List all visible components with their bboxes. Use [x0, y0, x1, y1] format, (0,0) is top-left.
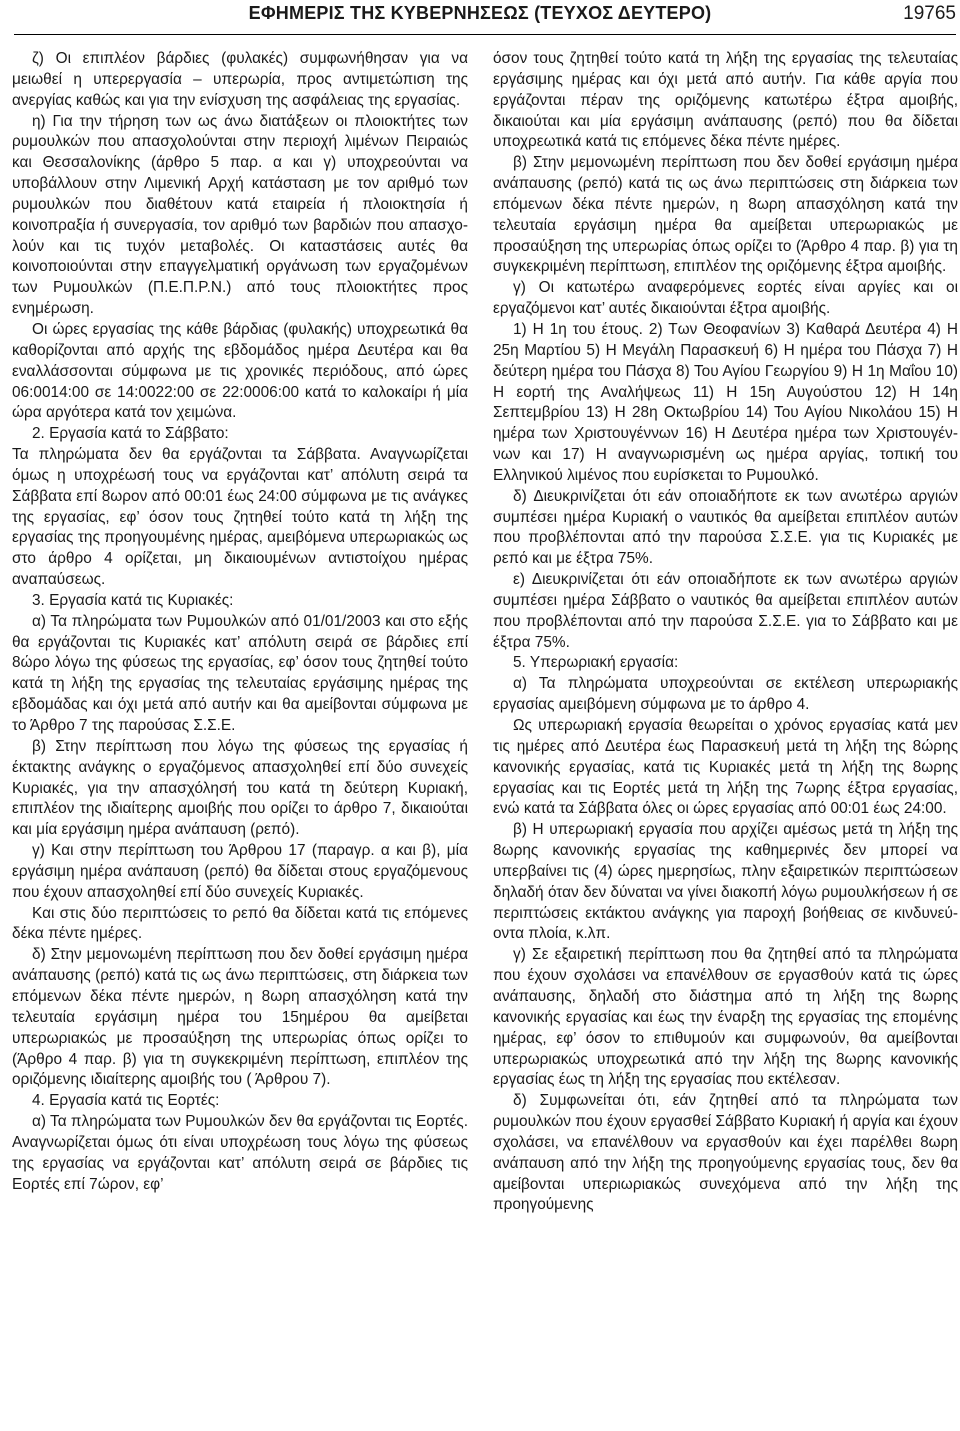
paragraph: β) Στην περίπτωση που λόγω της φύσεως της εργασίας ή έκτακτης ανάγκης ο εργαζόμενος απασχοληθεί επί δύο συνεχείς Κυριακές, για την απασχόλησή του κατά τη δεύτερη Κυριακή, επιπλέον της ιδιαίτερης αμοιβής που ορίζει το άρθρο 7, δικαιούται και μία εργάσιμη ημέρα ανάπαυση (ρεπό).	[12, 737, 468, 839]
paragraph: α) Τα πληρώματα υποχρεούνται σε εκτέλεση υπερωριακής εργασίας αμειβόμενη σύμφωνα με το άρθρο 4.	[493, 675, 958, 714]
section-heading: 3. Εργασία κατά τις Κυριακές:	[32, 591, 234, 609]
right-column	[493, 49, 958, 1216]
header-rule	[14, 34, 956, 35]
section-heading: 5. Υπερωριακή εργασία:	[513, 654, 679, 672]
paragraph: η) Για την τήρηση των ως άνω διατάξεων οι πλοιοκτήτες των ρυμουλκών που απασχολούνται στην περιοχή λιμένων Πειραιώς και Θεσσαλονίκης (άρθρο 5 παρ. α και γ) υποχρεούνται να υποβάλλουν στην Λιμενική Αρχή κατάσταση με τον αριθμό των ρυμουλκών που διαθέτουν κατά εταιρεία ή πλοιοκτησία ή κοινοπραξία ή συνεργασία, τον αριθμό των βαρδιών που απασχολούν και τις τυχόν μεταβολές. Οι καταστάσεις αυτές θα κοινοποιούνται στην επαγγελματική οργάνωση των εργαζομένων των Ρυμουλκών (Π.Ε.Π.Ρ.Ν.) από τους πλοιοκτήτες προς ενημέρωση.	[12, 112, 468, 318]
paragraph: β) Η υπερωριακή εργασία που αρχίζει αμέσως μετά τη λήξη της 8ωρης κανονικής εργασίας της καθημερινές δεν μπορεί να υπερβαίνει τις (4) ώρες ημερησίως, πλην εξαιρετικών περιπτώσεων δηλαδή όταν δεν δύναται να γίνει διακοπή λόγω ρυμουλκήσεων ή σε περιπτώσεις εκτάκτου ανάγκης για παροχή βοήθειας σε κινδυνεύοντα πλοία, κ.λπ.	[493, 821, 958, 943]
paragraph: γ) Σε εξαιρετική περίπτωση που θα ζητηθεί από τα πληρώματα που έχουν σχολάσει να επανέλθουν σε εργασθούν κατά τις ώρες ανάπαυσης, δηλαδή στο διάστημα από τη λήξη της 8ωρης κανονικής εργασίας και έως την έναρξη της εργασίας της επομένης ημέρας, εφ’ όσον το επιθυμούν και συμφωνούν, θα αμείβονται υπερωριακώς υποχρεωτικά από την λήξη της 8ωρης κανονικής εργασίας έως τη λήξη της εργασίας που εκτέλεσαν.	[493, 946, 958, 1089]
paragraph: δ) Διευκρινίζεται ότι εάν οποιαδήποτε εκ των ανωτέρω αργιών συμπέσει ημέρα Κυριακή ο ναυτικός θα αμείβεται επιπλέον αυτών που προβλέπονται από την παρούσα Σ.Σ.Ε. για τις Κυριακές με ρεπό και με έξτρα 75%.	[493, 487, 958, 568]
paragraph: β) Στην μεμονωμένη περίπτωση που δεν δοθεί εργάσιμη ημέρα ανάπαυσης (ρεπό) κατά τις ως άνω περιπτώσεις στη διάρκεια των επόμενων δέκα πέντε ημερών, η 8ωρη απασχόληση κατά την τελευταία εργάσιμη ημέρα θα αμείβεται υπερωριακώς με προσαύξηση της υπερωρίας όπως ορίζει το (Άρθρο 4 παρ. β) για τη συγκεκριμένη περίπτωση, επιπλέον της οριζόμενης έξτρα αμοιβής.	[493, 154, 958, 276]
paragraph: ζ) Οι επιπλέον βάρδιες (φυλακές) συμφωνήθησαν για να μειωθεί η υπερεργασία – υπερωρία, προς αντιμετώπιση της ανεργίας καθώς και για την ενίσχυση της ασφάλειας της εργασίας.	[12, 50, 468, 109]
left-column	[12, 49, 468, 1195]
paragraph: 1) Η 1η του έτους. 2) Των Θεοφανίων 3) Καθαρά Δευτέρα 4) Η 25η Μαρτίου 5) Η Μεγάλη Παρασκευή 6) Η ημέρα του Πάσχα 7) Η δεύτερη ημέρα του Πάσχα 8) Του Αγίου Γεωργίου 9) Η 1η Μαΐου 10) Η εορτή της Αναλήψεως 11) Η 15η Αυγούστου 12) Η 14η Σεπτεμβρίου 13) Η 28η Οκτωβρίου 14) Του Αγίου Νικολάου 15) Η ημέρα των Χριστουγέννων 16) Η Δευτέρα ημέρα των Χριστουγέννων και 17) Η αναγνωρισμένη ως ημέρα αργίας, τοπική του Ελληνικού λιμένος που ευρίσκεται το Ρυμουλκό.	[493, 320, 958, 484]
paragraph: δ) Στην μεμονωμένη περίπτωση που δεν δοθεί εργάσιμη ημέρα ανάπαυσης (ρεπό) κατά τις ως άνω περιπτώσεις, στη διάρκεια των επόμενων δέκα πέντε ημερών, η 8ωρη απασχόληση κατά την τελευταία εργάσιμη ημέρα του 15ημέρου θα αμείβεται υπερωριακώς με προσαύξηση της υπερωρίας όπως ορίζει το (Άρθρο 4 παρ. β) για τη συγκεκριμένη περίπτωση, επιπλέον της οριζόμενης ιδιαίτερης αμοιβής του ( Άρθρου 7).	[12, 946, 468, 1089]
paragraph: δ) Συμφωνείται ότι, εάν ζητηθεί από τα πληρώματα των ρυμουλκών που έχουν εργασθεί Σάββατο Κυριακή ή αργία και έχουν σχολάσει, να επανέλθουν να εργασθούν και έχει παρέλθει 8ωρη ανάπαυση από την λήξη της προηγούμενης εργασίας τους, δεν θα αμείβονται υπεριωριακώς συνεχόμενα από την λήξη της προηγούμενης	[493, 1092, 958, 1214]
paragraph: γ) Και στην περίπτωση του Άρθρου 17 (παραγρ. α και β), μία εργάσιμη ημέρα ανάπαυση (ρεπό) θα δίδεται στους εργαζόμενους που έχουν απασχοληθεί επί δύο συνεχείς Κυριακές.	[12, 842, 468, 901]
paragraph: Τα πληρώματα δεν θα εργάζονται τα Σάββατα. Αναγνωρίζεται όμως η υποχρέωσή τους να εργάζονται κατ’ απόλυτη σειρά τα Σάββατα επί 8ωρον από 00:01 έως 24:00 σύμφωνα με τις ανάγκες της εργασίας, εφ’ όσον τους ζητηθεί τούτο κατά τη λήξη της εργασίας της προηγουμένης ημέρας, αμειβόμενα υπερωριακώς ως στο άρθρο 4 ορίζεται, μη δικαιουμένων αντιστοίχου ημέρας αναπαύσεως.	[12, 446, 468, 589]
paragraph: γ) Οι κατωτέρω αναφερόμενες εορτές είναι αργίες και οι εργαζόμενοι κατ’ αυτές δικαιούνται έξτρα αμοιβής.	[493, 279, 958, 318]
gazette-title: ΕΦΗΜΕΡΙΣ ΤΗΣ ΚΥΒΕΡΝΗΣΕΩΣ (ΤΕΥΧΟΣ ΔΕΥΤΕΡΟ)	[248, 3, 712, 23]
section-heading: 2. Εργασία κατά το Σάββατο:	[32, 425, 229, 443]
page-header	[0, 0, 960, 30]
paragraph: όσον τους ζητηθεί τούτο κατά τη λήξη της εργασίας της τελευταίας εργάσιμης ημέρας και όχι μετά από αυτήν. Για κάθε αργία που εργάζονται πέραν της οριζόμενης κατωτέρω έξτρα αμοιβής, δικαιούται και μία εργάσιμη ανάπαυσης (ρεπό) που θα δίδεται υποχρεωτικά κατά τις επόμενες δέκα πέντε ημέρες.	[493, 50, 958, 151]
paragraph: α) Τα πληρώματα των Ρυμουλκών δεν θα εργάζονται τις Εορτές. Αναγνωρίζεται όμως ότι είναι υποχρέωση τους λόγω της φύσεως της εργασίας να εργάζονται κατ’ απόλυτη σειρά σε βάρδιες τις Εορτές επί 7ώρον, εφ’	[12, 1113, 468, 1193]
section-heading: 4. Εργασία κατά τις Εορτές:	[32, 1092, 220, 1110]
page-number: 19765	[903, 3, 956, 24]
paragraph: Οι ώρες εργασίας της κάθε βάρδιας (φυλακής) υποχρεωτικά θα καθορίζονται από αρχής της εβδομάδος ημέρα Δευτέρα και θα εναλλάσσονται σύμφωνα με τις χρονικές περιόδους, από ώρες 06:0014:00 σε 14:0022:00 σε 22:0006:00 κατά το καλοκαίρι ή μία ώρα αργότερα κατά τον χειμώνα.	[12, 320, 468, 422]
paragraph: Και στις δύο περιπτώσεις το ρεπό θα δίδεται κατά τις επόμενες δέκα πέντε ημέρες.	[12, 904, 468, 943]
paragraph: α) Τα πληρώματα των Ρυμουλκών από 01/01/2003 και στο εξής θα εργάζονται τις Κυριακές κατ’ απόλυτη σειρά σε βάρδιες επί 8ώρο λόγω της φύσεως της εργασίας, εφ’ όσον τους ζητηθεί τούτο κατά τη λήξη της εργασίας της τελευταίας εργάσιμης ημέρας της εβδομάδας και όχι μετά από αυτήν και θα αμείβονται σύμφωνα με το Άρθρο 7 της παρούσας Σ.Σ.Ε.	[12, 612, 468, 734]
paragraph: Ως υπερωριακή εργασία θεωρείται ο χρόνος εργασίας κατά μεν τις ημέρες από Δευτέρα έως Παρασκευή μετά τη λήξη της 8ώρης κανονικής εργασίας, κατά τις Κυριακές μετά τη λήξη της 8ωρης εργασίας και τις Εορτές μετά τη λήξη της 7ωρης έξτρα εργασίας, ενώ κατά τα Σάββατα όλες οι ώρες εργασίας από 00:01 έως 24:00.	[493, 717, 958, 818]
paragraph: ε) Διευκρινίζεται ότι εάν οποιαδήποτε εκ των ανωτέρω αργιών συμπέσει ημέρα Σάββατο ο ναυτικός θα αμείβεται επιπλέον αυτών που προβλέπονται από την παρούσα Σ.Σ.Ε. για το Σάββατο και με έξτρα 75%.	[493, 571, 958, 651]
